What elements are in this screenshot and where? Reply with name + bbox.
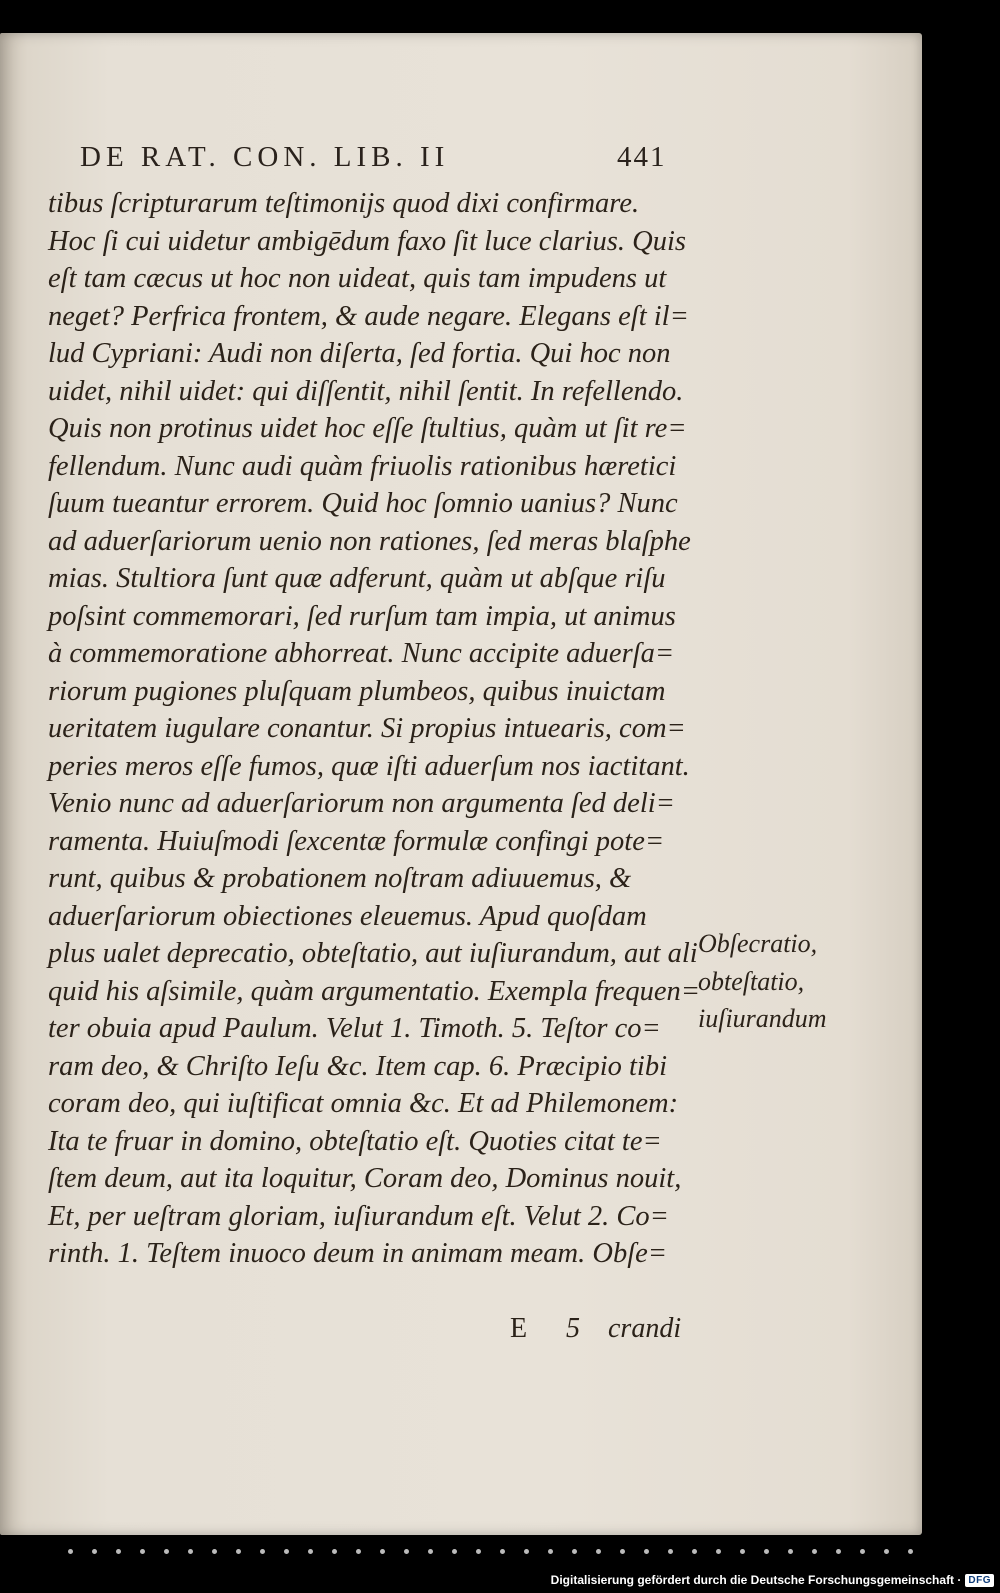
marginal-note-line: obteſtatio, — [698, 966, 805, 996]
film-perforation — [68, 1549, 968, 1557]
page-header — [80, 141, 680, 181]
text-line: ad aduerſariorum uenio non rationes, ſed meras blaſphe — [48, 525, 691, 557]
text-line: uidet, nihil uidet: qui diſſentit, nihil ſentit. In refellendo. — [48, 375, 684, 407]
text-line: runt, quibus & probationem noſtram adiuuemus, & — [48, 863, 632, 894]
text-line: Quis non protinus uidet hoc eſſe ſtultius, quàm ut ſit re= — [48, 413, 687, 444]
text-line: peries meros eſſe fumos, quæ iſti aduerſum nos iactitant. — [48, 750, 690, 782]
marginal-note-line: iuſiurandum — [698, 1004, 827, 1033]
text-line: mias. Stultiora ſunt quæ adferunt, quàm ut abſque riſu — [48, 563, 666, 594]
text-line: plus ualet deprecatio, obteſtatio, aut iuſiurandum, aut ali — [48, 938, 698, 969]
text-line: quid his aſsimile, quàm argumentatio. Exempla frequen= — [48, 975, 700, 1007]
text-line: fellendum. Nunc audi quàm friuolis rationibus hæretici — [48, 450, 677, 482]
text-line: ramenta. Huiuſmodi ſexcentæ formulæ confingi pote= — [48, 825, 665, 857]
signature-number: 5 — [566, 1313, 580, 1344]
dfg-logo-icon: DFG — [965, 1574, 994, 1587]
text-line: coram deo, qui iuſtificat omnia &c. Et ad Philemonem: — [48, 1088, 679, 1119]
text-line: à commemoratione abhorreat. Nunc accipite aduerſa= — [48, 638, 675, 669]
page-number: 441 — [617, 141, 667, 173]
text-line: Venio nunc ad aduerſariorum non argumenta ſed deli= — [48, 788, 675, 819]
text-line: ter obuia apud Paulum. Velut 1. Timoth. 5. Teſtor co= — [48, 1013, 661, 1044]
text-line: tibus ſcripturarum teſtimonijs quod dixi confirmare. — [48, 188, 640, 219]
text-line: poſsint commemorari, ſed rurſum tam impia, ut animus — [48, 600, 676, 632]
marginal-note-line: Obſecratio, — [698, 929, 818, 958]
text-line: rinth. 1. Teſtem inuoco deum in animam meam. Obſe= — [48, 1238, 667, 1269]
catchline — [48, 1313, 688, 1351]
text-line: Ita te fruar in domino, obteſtatio eſt. Quoties citat te= — [48, 1125, 662, 1157]
text-line: Hoc ſi cui uidetur ambigēdum faxo ſit luce clarius. Quis — [48, 225, 686, 257]
text-line: Et, per ueſtram gloriam, iuſiurandum eſt. Velut 2. Co= — [48, 1200, 669, 1232]
catchword: crandi — [608, 1313, 682, 1344]
running-title: DE RAT. CON. LIB. II — [80, 141, 450, 173]
text-line: eſt tam cæcus ut hoc non uideat, quis tam impudens ut — [48, 263, 667, 294]
signature-letter: E — [510, 1313, 528, 1344]
marginal-note — [698, 925, 827, 1038]
credit-text: Digitalisierung gefördert durch die Deutsche Forschungsgemeinschaft · — [550, 1573, 962, 1587]
text-line: ueritatem iugulare conantur. Si propius intuearis, com= — [48, 713, 686, 744]
text-line: neget? Perfrica frontem, & aude negare. Elegans eſt il= — [48, 300, 689, 332]
text-line: aduerſariorum obiectiones eleuemus. Apud quoſdam — [48, 900, 647, 932]
text-line: ram deo, & Chriſto Ieſu &c. Item cap. 6. Præcipio tibi — [48, 1050, 668, 1082]
book-page — [0, 33, 922, 1535]
text-line: ſuum tueantur errorem. Quid hoc ſomnio uanius? Nunc — [48, 488, 678, 519]
text-line: ſtem deum, aut ita loquitur, Coram deo, Dominus nouit, — [48, 1163, 682, 1194]
text-line: lud Cypriani: Audi non diſerta, ſed fortia. Qui hoc non — [48, 338, 671, 369]
text-line: riorum pugiones pluſquam plumbeos, quibus inuictam — [48, 675, 666, 707]
digitization-credit — [551, 1569, 994, 1591]
body-text — [48, 185, 700, 1273]
